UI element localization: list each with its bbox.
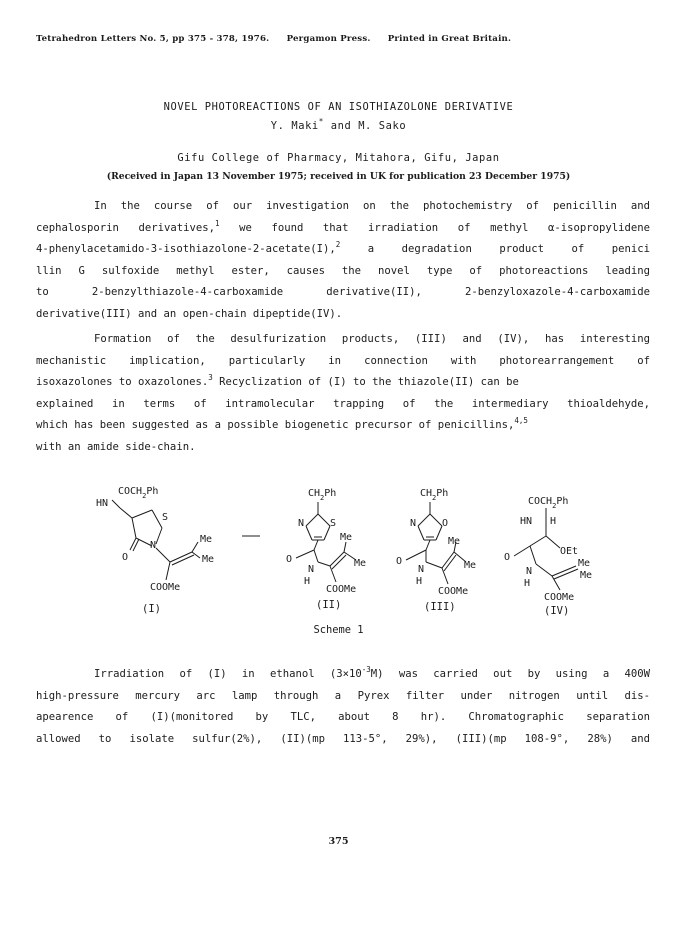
struct-III-me1: Me bbox=[448, 536, 461, 547]
struct-II-coome: COOMe bbox=[326, 584, 357, 595]
struct-I-o: O bbox=[122, 552, 129, 563]
struct-II-s: S bbox=[330, 518, 337, 529]
paragraph-3 bbox=[36, 664, 650, 750]
struct-IV-h2: H bbox=[524, 578, 531, 589]
struct-I-hn: HN bbox=[96, 498, 109, 509]
struct-IV-coch2ph: $COCH_2Ph$ bbox=[528, 496, 569, 510]
struct-IV-oet: OEt bbox=[560, 546, 579, 557]
struct-IV-n: N bbox=[526, 566, 533, 577]
struct-III-h: H bbox=[416, 576, 423, 587]
p2-line: explained in terms of intramolecular trapping of the intermediary thioaldehyde, bbox=[36, 397, 650, 410]
struct-III-n2: N bbox=[418, 564, 425, 575]
publisher: Pergamon Press. bbox=[286, 34, 371, 44]
struct-II-n: N bbox=[298, 518, 305, 529]
paragraph-2 bbox=[36, 329, 650, 458]
struct-I-coch2ph: $COCH_2Ph$ bbox=[118, 486, 159, 500]
p3-line: high-pressure mercury arc lamp through a Pyrex filter under nitrogen until dis- bbox=[36, 689, 650, 702]
struct-II-ch2ph: $CH_2Ph$ bbox=[308, 488, 337, 502]
printed-in: Printed in Great Britain. bbox=[387, 34, 512, 44]
p1-line: llin G sulfoxide methyl ester, causes the novel type of photoreactions leading bbox=[36, 264, 650, 277]
running-header bbox=[36, 34, 525, 44]
struct-III-ch2ph: $CH_2Ph$ bbox=[420, 488, 449, 502]
struct-IV-h: H bbox=[550, 516, 557, 527]
label-III: (III) bbox=[424, 601, 456, 613]
struct-III-o2: O bbox=[396, 556, 403, 567]
struct-IV-me2: Me bbox=[580, 570, 593, 581]
label-IV: (IV) bbox=[544, 605, 570, 617]
struct-IV-me1: Me bbox=[578, 558, 591, 569]
ref-4-5: 4,5 bbox=[514, 416, 528, 425]
struct-IV-o: O bbox=[504, 552, 511, 563]
p2-line: Formation of the desulfurization products, (III) and (IV), has interesting bbox=[94, 333, 650, 345]
p1-line: cephalosporin derivatives,$^1$ we found that irradiation of methyl α-isopropylidene bbox=[36, 218, 650, 234]
paragraph-1 bbox=[36, 196, 650, 325]
struct-I-s: S bbox=[162, 512, 169, 523]
struct-III-coome: COOMe bbox=[438, 586, 469, 597]
journal-citation: Tetrahedron Letters No. 5, pp 375 - 378, 1976. bbox=[36, 34, 270, 44]
author-1: Y. Maki bbox=[270, 120, 319, 132]
p2-line: isoxazolones to oxazolones.$^3$ Recyclization of (I) to the thiazole(II) can be bbox=[36, 373, 519, 388]
p1-line: 4-phenylacetamido-3-isothiazolone-2-acetate(I),$^2$ a degradation product of penici bbox=[36, 240, 650, 255]
ref-2: 2 bbox=[335, 240, 341, 249]
received-dates: (Received in Japan 13 November 1975; received in UK for publication 23 December 1975) bbox=[106, 171, 571, 182]
struct-IV-coome: COOMe bbox=[544, 592, 575, 603]
struct-II-h: H bbox=[304, 576, 311, 587]
p1-line: derivative(III) and an open-chain dipeptide(IV). bbox=[36, 307, 343, 320]
struct-I-me2: Me bbox=[202, 554, 215, 565]
label-II: (II) bbox=[316, 599, 342, 611]
struct-I-me1: Me bbox=[200, 534, 213, 545]
struct-III-o: O bbox=[442, 518, 449, 529]
page-number: 375 bbox=[328, 836, 349, 847]
author-2: and M. Sako bbox=[323, 120, 407, 132]
p1-line: to 2-benzylthiazole-4-carboxamide derivative(II), 2-benzyloxazole-4-carboxamide bbox=[36, 286, 650, 298]
affiliation: Gifu College of Pharmacy, Mitahora, Gifu, Japan bbox=[177, 152, 500, 164]
p3-line: allowed to isolate sulfur(2%), (II)(mp 113-5°, 29%), (III)(mp 108-9°, 28%) and bbox=[36, 732, 650, 745]
ref-3: 3 bbox=[208, 373, 213, 382]
struct-III-n: N bbox=[410, 518, 417, 529]
authors bbox=[0, 117, 677, 132]
p2-line: with an amide side-chain. bbox=[36, 440, 196, 453]
p3-line: apearence of (I)(monitored by TLC, about 8 hr). Chromatographic separation bbox=[36, 711, 650, 723]
struct-III-me2: Me bbox=[464, 560, 477, 571]
article-title: NOVEL PHOTOREACTIONS OF AN ISOTHIAZOLONE DERIVATIVE bbox=[163, 101, 514, 113]
exponent: -3 bbox=[361, 665, 371, 674]
scheme-caption: Scheme 1 bbox=[313, 624, 364, 636]
corresponding-mark: * bbox=[318, 117, 324, 126]
ref-1: 1 bbox=[215, 218, 220, 228]
p1-line: In the course of our investigation on the photochemistry of penicillin and bbox=[94, 200, 650, 212]
struct-II-me2: Me bbox=[354, 558, 367, 569]
struct-I-coome: COOMe bbox=[150, 582, 181, 593]
label-I: (I) bbox=[142, 603, 161, 615]
struct-I-n: N bbox=[150, 540, 157, 551]
struct-IV-hn: HN bbox=[520, 516, 533, 527]
struct-II-o: O bbox=[286, 554, 293, 565]
p2-line: which has been suggested as a possible biogenetic precursor of penicillins,$^{4,5}$ bbox=[36, 416, 528, 431]
p2-line: mechanistic implication, particularly in connection with photorearrangement of bbox=[36, 354, 650, 367]
reaction-scheme bbox=[60, 480, 620, 640]
p3-line: Irradiation of (I) in ethanol $(3\times 10^{-3}M)$ was carried out by using a 400W bbox=[94, 665, 650, 680]
struct-II-n2: N bbox=[308, 564, 315, 575]
struct-II-me1: Me bbox=[340, 532, 353, 543]
